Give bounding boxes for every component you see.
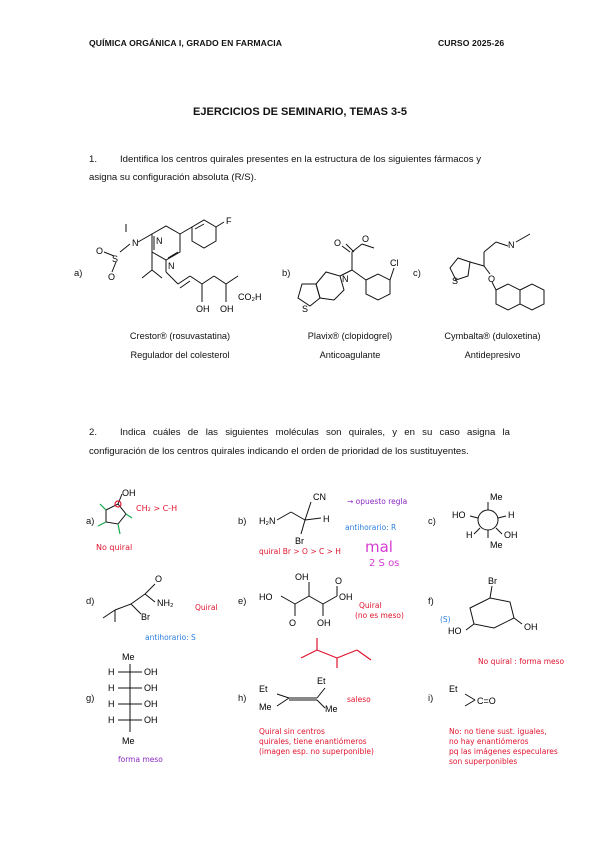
q2-label-h: h) [238, 692, 247, 703]
mol2a-noquiral: No quiral [96, 543, 133, 552]
mol2f-ho: HO [448, 626, 462, 636]
mol2h-saleso: saleso [347, 695, 371, 704]
molecule-2c [448, 492, 528, 552]
mol2i-note-4: son superponibles [449, 757, 518, 766]
dulox-o-label: O [488, 274, 496, 284]
rosu-oh2-label: OH [220, 304, 234, 314]
mol2d-o: O [155, 574, 163, 584]
q2-label-i: i) [428, 692, 434, 703]
rosu-o2-label: O [108, 272, 116, 282]
mol2b-ss: 2 S os [369, 558, 400, 568]
mol2e-meso: (no es meso) [355, 611, 404, 620]
mol2g-oh3: OH [144, 699, 158, 709]
rosu-s-label: S [112, 254, 119, 264]
mol2e-ho: HO [259, 592, 273, 602]
mol2b-mal: mal [365, 538, 393, 556]
rosu-n1-label: N [156, 236, 163, 246]
mol2g-h1: H [108, 667, 115, 677]
mol2f-br: Br [488, 576, 497, 586]
mol2i-co: C=O [477, 696, 496, 706]
plavix-o2-label: O [362, 234, 370, 244]
mol2c-me-bottom: Me [490, 540, 503, 550]
q1-label-a: a) [74, 267, 83, 278]
rosu-f-label: F [226, 216, 232, 226]
mol2g-h3: H [108, 699, 115, 709]
mol2a-oh: OH [122, 488, 136, 498]
course-year: CURSO 2025-26 [438, 38, 505, 48]
mol2b-h2n: H₂N [259, 516, 276, 526]
mol2b-cn: CN [313, 492, 326, 502]
plavix-name: Plavix® (clopidogrel) [307, 331, 393, 341]
cymbalta-name: Cymbalta® (duloxetina) [444, 331, 541, 341]
molecule-2a [92, 484, 232, 554]
mol2e-o: O [289, 618, 297, 628]
mol2c-oh: OH [504, 530, 518, 540]
cymbalta-use: Antidepresivo [464, 350, 521, 360]
plavix-cl-label: Cl [390, 258, 399, 268]
plavix-s-label: S [302, 304, 309, 314]
plavix-n-label: N [342, 274, 349, 284]
mol2g-oh4: OH [144, 715, 158, 725]
mol2g-oh1: OH [144, 667, 158, 677]
mol2e-oh-bottom: OH [317, 618, 331, 628]
rosu-oh1-label: OH [196, 304, 210, 314]
mol2d-br: Br [141, 612, 150, 622]
rosu-n2-label: N [168, 261, 175, 271]
mol2g-me-top: Me [122, 652, 135, 662]
rosu-co2h-label: CO₂H [238, 292, 262, 302]
mol2i-note-1: No: no tiene sust. iguales, [449, 727, 547, 736]
course-header: QUÍMICA ORGÁNICA I, GRADO EN FARMACIA [89, 38, 283, 48]
q2-number: 2. [89, 427, 98, 438]
q2-text-line2: configuración de los centros quirales indicando el orden de prioridad de los sustituyentes. [89, 446, 469, 457]
mol2c-ho: HO [452, 510, 466, 520]
plavix-o1-label: O [334, 238, 342, 248]
molecule-2e [255, 568, 425, 680]
molecule-2f [440, 568, 580, 668]
crestor-name: Crestor® (rosuvastatina) [129, 331, 231, 341]
mol2h-note-2: quirales, tiene enantiómeros [259, 737, 367, 746]
mol2b-br: Br [295, 536, 304, 546]
mol2b-opuesto: → opuesto regla [347, 497, 408, 506]
mol2b-orden: quiral Br > O > C > H [259, 547, 341, 556]
mol2c-h-right: H [508, 510, 515, 520]
q2-label-e: e) [238, 595, 247, 606]
mol2h-me-right: Me [325, 704, 338, 714]
rosu-o1-label: O [96, 246, 104, 256]
mol2f-s: (S) [440, 615, 451, 624]
mol2d-antihorario: antihorario: S [145, 633, 196, 642]
dulox-s-label: S [452, 276, 459, 286]
q2-label-f: f) [428, 595, 434, 606]
molecule-2b [255, 478, 425, 568]
mol2b-h: H [323, 514, 330, 524]
mol2c-me-top: Me [490, 492, 503, 502]
q2-text-line1: Indica cuáles de las siguientes moléculas son quirales, y en su caso asigna la [120, 427, 510, 438]
q2-label-b: b) [238, 515, 247, 526]
rosu-n-label: N [132, 238, 139, 248]
mol2d-quiral: Quiral [195, 603, 218, 612]
q2-label-c: c) [428, 515, 436, 526]
q2-label-g: g) [86, 692, 95, 703]
mol2e-quiral: Quiral [359, 601, 382, 610]
mol2h-et-right: Et [317, 676, 326, 686]
mol2i-et: Et [449, 684, 458, 694]
molecule-2i [445, 672, 595, 782]
clopidogrel-structure [290, 228, 415, 323]
q1-label-b: b) [282, 267, 291, 278]
rosuvastatin-structure [92, 212, 268, 327]
molecule-2h [255, 672, 415, 762]
mol2h-note-3: (imagen esp. no superponible) [259, 747, 374, 756]
molecule-2d [95, 570, 225, 645]
plavix-use: Anticoagulante [319, 350, 381, 360]
dulox-n-label: N [508, 240, 515, 250]
mol2g-me-bottom: Me [122, 736, 135, 746]
q1-text-line2: asigna su configuración absoluta (R/S). [89, 172, 257, 183]
mol2h-note-1: Quiral sin centros [259, 727, 325, 736]
mol2d-nh2: NH₂ [157, 598, 174, 608]
mol2a-ch-note: CH₂ > C-H [136, 504, 178, 513]
duloxetine-structure [440, 212, 550, 322]
q2-label-a: a) [86, 515, 95, 526]
mol2g-meso: forma meso [118, 755, 163, 764]
q1-label-c: c) [413, 267, 421, 278]
mol2e-oh-top: OH [295, 572, 309, 582]
q2-label-d: d) [86, 595, 95, 606]
molecule-2g [100, 650, 200, 770]
mol2i-note-3: pq las imágenes especulares [449, 747, 558, 756]
mol2c-h-left: H [466, 530, 473, 540]
mol2g-oh2: OH [144, 683, 158, 693]
crestor-use: Regulador del colesterol [130, 350, 230, 360]
mol2i-note-2: no hay enantiómeros [449, 737, 529, 746]
mol2g-h4: H [108, 715, 115, 725]
mol2f-oh: OH [524, 622, 538, 632]
mol2h-me-left: Me [259, 702, 272, 712]
mol2b-antihorario: antihorario: R [345, 523, 397, 532]
mol2e-o-top: O [335, 576, 343, 586]
mol2e-oh-right: OH [339, 592, 353, 602]
q1-text-line1: Identifica los centros quirales presentes en la estructura de los siguientes fármacos y [120, 154, 482, 165]
mol2f-noquiral: No quiral : forma meso [478, 657, 565, 666]
mol2h-et-left: Et [259, 684, 268, 694]
mol2g-h2: H [108, 683, 115, 693]
page-title: EJERCICIOS DE SEMINARIO, TEMAS 3-5 [193, 106, 407, 118]
q1-number: 1. [89, 154, 98, 165]
